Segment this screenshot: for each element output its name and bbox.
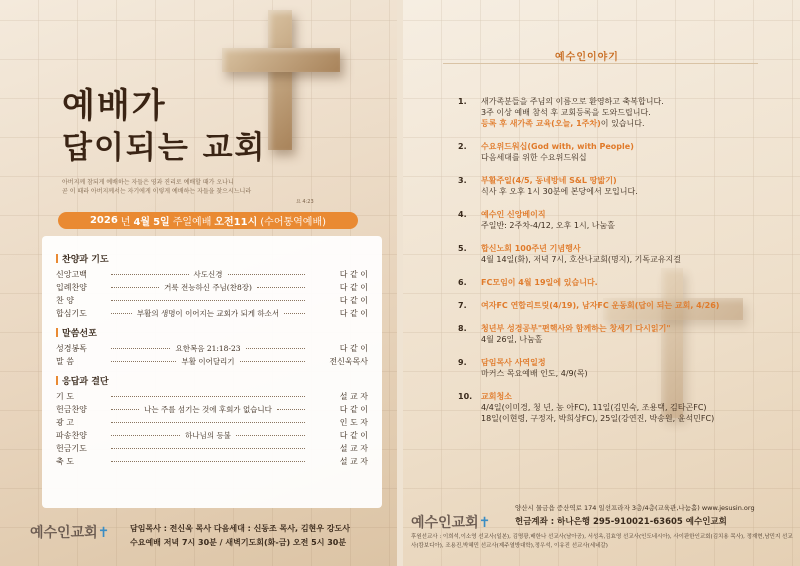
news-number: 3. [458,176,467,185]
cross-logo-icon: ✝ [97,525,110,541]
dot-leader [111,448,305,449]
news-body [481,277,598,288]
news-number: 8. [458,324,467,333]
news-line: 마커스 목요예배 인도, 4/9(목) [481,369,588,378]
row-leader: 설 교 자 [339,457,368,466]
news-number: 6. [458,278,467,287]
news-line: 합신노회 100주년 기념행사 [481,244,581,253]
church-logo [30,522,109,542]
left-footer [130,522,350,550]
supported-missionaries: 후원선교사 : 이희석,이소영 선교사(일본), 김명광,배한나 선교사(남아공), 서성옥,김효영 선교사(인도네시아), 사이판한인교회(김치용 목사), 정재현,남민지 선교사(캄보디아), 조용진,박혜민 선교사(제주열방대학),정우석, 이유진 선교사(세네갈) [411,534,793,549]
right-panel [403,0,800,566]
news-line: 청년부 성경공부"편핵사와 함께하는 창세기 다시읽기" [481,324,671,333]
dot-leader [111,361,176,362]
worship-row [56,442,368,455]
row-leader: 설 교 자 [339,392,368,401]
news-line: 4월 26일, 나눔홀 [481,335,543,344]
verse-line2: 곧 이 때라 아버지께서는 자기에게 이렇게 예배하는 자들을 찾으시느니라 [62,188,252,195]
news-line: 다음세대를 위한 수요위드워십 [481,153,587,162]
news-body [481,175,638,197]
logo-text: 예수인교회 [411,515,479,531]
row-label: 신앙고백 [56,270,87,279]
news-number: 9. [458,358,467,367]
row-leader: 다 같 이 [339,296,368,305]
row-label: 축 도 [56,457,74,466]
dot-leader [111,274,189,275]
row-leader: 전신욱목사 [329,357,369,366]
offering-account: 헌금계좌 : 하나은행 295-910021-63605 예수인교회 [515,517,727,527]
pastor-info: 담임목사 : 전신욱 목사 다음세대 : 신동조 목사, 김현우 강도사 [130,524,350,533]
dot-leader [111,348,170,349]
dot-leader [257,287,305,288]
news-item [458,391,788,424]
news-body [481,300,719,311]
news-line: FC모임이 4월 19일에 있습니다. [481,278,598,287]
news-item [458,277,788,288]
dot-leader [111,422,305,423]
verse-line1: 아버지께 참되게 예배하는 자들은 영과 진리로 예배할 때가 오나니 [62,179,234,186]
left-panel [0,0,397,566]
news-item [458,209,788,231]
dot-leader [111,313,132,314]
news-line: 18일(이현령, 구정자, 박희상FC), 25일(강연진, 박송원, 윤석민FC) [481,414,715,423]
row-leader: 다 같 이 [339,309,368,318]
news-number: 10. [458,392,473,401]
dot-leader [284,313,305,314]
row-leader: 인 도 자 [339,418,368,427]
news-body [481,209,615,231]
news-body [481,357,588,379]
verse-text [62,178,352,196]
row-label: 합심기도 [56,309,87,318]
cross-vertical [268,10,292,150]
row-content: 거룩 전능하신 주님(찬8장) [164,283,252,292]
row-label: 헌금기도 [56,444,87,453]
order-of-worship [42,236,382,508]
news-number: 7. [458,301,467,310]
news-number: 5. [458,244,467,253]
news-body [481,96,664,129]
row-leader: 설 교 자 [339,444,368,453]
news-line: 예수인 신앙베이직 [481,210,546,219]
worship-row [56,281,368,294]
row-label: 기 도 [56,392,74,401]
row-content: 요한복음 21:18-23 [175,344,241,353]
news-line: 수요위드워십(God with, with People) [481,142,634,151]
news-title: 예수인이야기 [555,52,619,63]
worship-row [56,429,368,442]
row-content: 사도신경 [193,270,223,279]
row-leader: 다 같 이 [339,283,368,292]
cross-horizontal [222,48,340,72]
row-label: 성경봉독 [56,344,87,353]
news-line: 여자FC 연합리트릿(4/19), 남자FC 운동회(답이 되는 교회, 4/26) [481,301,720,310]
service-times: 수요예배 저녁 7시 30분 / 새벽기도회(화-금) 오전 5시 30분 [130,538,347,547]
row-content: 부활 이어달리기 [181,357,235,366]
row-content: 나는 주를 섬기는 것에 후회가 없습니다 [144,405,272,414]
verse-reference: 요 4:23 [296,199,314,205]
date-note: (수어통역예배) [260,217,327,228]
row-leader: 다 같 이 [339,431,369,440]
news-body [481,391,714,424]
section-heading: 찬양과 기도 [56,252,368,265]
plain-text: 이 있습니다. [600,119,645,128]
row-content: 부활의 생명이 이어지는 교회가 되게 하소서 [136,309,280,318]
section-heading: 말씀선포 [56,326,368,339]
dot-leader [240,361,305,362]
row-label: 파송찬양 [56,431,87,440]
news-item [458,141,788,163]
news-body [481,323,671,345]
row-label: 말 씀 [56,357,74,366]
date-service: 주일예배 [172,217,212,228]
dot-leader [111,396,305,397]
news-item [458,243,788,265]
news-line: 식사 후 오후 1시 30분에 본당에서 모입니다. [481,187,638,196]
news-body [481,243,681,265]
row-label: 입례찬양 [56,283,87,292]
worship-row [56,307,368,320]
dot-leader [277,409,305,410]
row-leader: 다 같 이 [339,344,368,353]
date-year-unit: 년 [120,217,131,228]
news-item [458,175,788,197]
news-line: 담임목사 사역일정 [481,358,546,367]
news-item [458,323,788,345]
news-number: 2. [458,142,467,151]
worship-row [56,355,368,368]
dot-leader [111,300,305,301]
service-date-bar [58,212,358,229]
date-month: 4월 [133,217,151,228]
news-line: 부활주일(4/5, 동네방네 S&L 땅밟기) [481,176,617,185]
dot-leader [111,461,305,462]
worship-row [56,403,368,416]
news-list [458,96,788,436]
news-item [458,357,788,379]
worship-row [56,294,368,307]
row-label: 광 고 [56,418,74,427]
dot-leader [111,409,139,410]
news-line: 3주 이상 예배 참석 후 교회등록을 도와드립니다. [481,108,651,117]
news-line: 새가족분들을 주님의 이름으로 환영하고 축복합니다. [481,97,664,106]
worship-row [56,416,368,429]
news-line: 4월 14일(화), 저녁 7시, 호산나교회(명지), 기독교유지걸 [481,255,682,264]
section-heading: 응답과 결단 [56,374,368,387]
title-line2: 답이되는 교회 [62,130,267,166]
logo-text: 예수인교회 [30,525,98,541]
worship-row [56,390,368,403]
news-line: 주일반: 2주차-4/12, 오후 1시, 나눔홀 [481,221,615,230]
date-day: 5일 [153,217,170,228]
news-item [458,96,788,129]
dot-leader [228,274,306,275]
dot-leader [111,435,180,436]
row-label: 헌금찬양 [56,405,87,414]
date-time: 오전11시 [214,217,258,228]
row-leader: 다 같 이 [339,270,369,279]
news-number: 4. [458,210,467,219]
highlight-text: 등록 후 새가족 교육(오늘, 1주차) [481,119,601,128]
news-item [458,300,788,311]
row-leader: 다 같 이 [339,405,368,414]
news-body [481,141,634,163]
date-year: 2026 [89,215,118,226]
dot-leader [246,348,305,349]
news-line: 교회청소 [481,392,512,401]
row-label: 찬 양 [56,296,74,305]
church-address: 양산시 물금읍 증산역로 174 일선프라자 3층/4층(교육관,나눔홀) www.jesusin.org [515,504,755,512]
news-line: 4/4일(이미경, 청 년, 농 아FC), 11일(김민숙, 조용택, 김타곤FC) [481,403,707,412]
worship-row [56,268,368,281]
news-line [481,118,664,129]
news-number: 1. [458,97,467,106]
title-line1: 예배가 [62,86,167,126]
dot-leader [111,287,159,288]
church-logo [411,512,490,532]
cross-logo-icon: ✝ [478,515,491,531]
dot-leader [236,435,305,436]
worship-row [56,342,368,355]
row-content: 하나님의 등불 [185,431,231,440]
worship-row [56,455,368,468]
title-divider [443,63,758,64]
